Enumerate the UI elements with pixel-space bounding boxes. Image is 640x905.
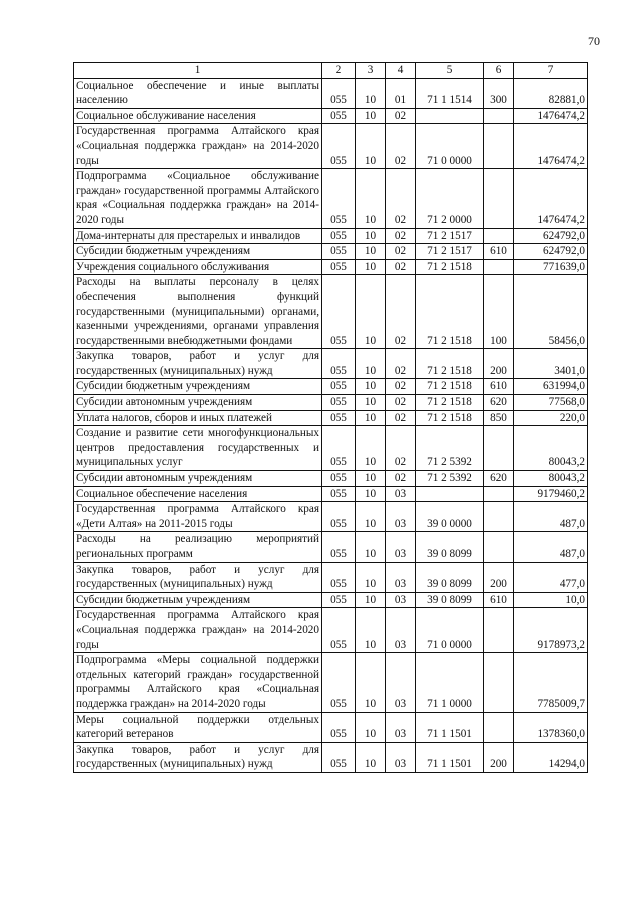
row-name: Субсидии автономным учреждениям	[74, 471, 322, 487]
row-target: 71 2 1518	[416, 410, 484, 426]
row-target: 71 2 1518	[416, 395, 484, 411]
row-target: 71 2 1517	[416, 228, 484, 244]
row-code: 055	[322, 653, 356, 712]
row-name: Дома-интернаты для престарелых и инвалидов	[74, 228, 322, 244]
row-subsection: 03	[386, 592, 416, 608]
table-row	[74, 742, 588, 772]
row-subsection: 02	[386, 379, 416, 395]
row-type	[484, 608, 514, 653]
row-name: Учреждения социального обслуживания	[74, 259, 322, 275]
row-subsection: 02	[386, 275, 416, 349]
row-type	[484, 486, 514, 502]
row-amount: 771639,0	[514, 259, 588, 275]
row-subsection: 02	[386, 426, 416, 471]
table-row	[74, 486, 588, 502]
row-name: Субсидии бюджетным учреждениям	[74, 592, 322, 608]
row-type	[484, 653, 514, 712]
row-code: 055	[322, 410, 356, 426]
row-target: 71 2 1518	[416, 349, 484, 379]
row-type: 620	[484, 471, 514, 487]
table-row	[74, 124, 588, 169]
row-amount: 9179460,2	[514, 486, 588, 502]
table-row	[74, 275, 588, 349]
row-type	[484, 259, 514, 275]
row-type: 850	[484, 410, 514, 426]
table-row	[74, 228, 588, 244]
row-subsection: 02	[386, 228, 416, 244]
row-target: 71 0 0000	[416, 124, 484, 169]
row-subsection: 03	[386, 532, 416, 562]
row-type	[484, 502, 514, 532]
row-code: 055	[322, 395, 356, 411]
row-target: 71 0 0000	[416, 608, 484, 653]
row-amount: 77568,0	[514, 395, 588, 411]
row-code: 055	[322, 275, 356, 349]
row-type: 620	[484, 395, 514, 411]
row-code: 055	[322, 228, 356, 244]
row-target: 71 1 0000	[416, 653, 484, 712]
row-section: 10	[356, 486, 386, 502]
row-name: Расходы на реализацию мероприятий региональных программ	[74, 532, 322, 562]
row-section: 10	[356, 532, 386, 562]
row-section: 10	[356, 108, 386, 124]
row-code: 055	[322, 349, 356, 379]
row-code: 055	[322, 244, 356, 260]
table-row	[74, 410, 588, 426]
row-subsection: 02	[386, 471, 416, 487]
row-name: Подпрограмма «Социальное обслуживание граждан» государственной программы Алтайского края «Социальная поддержка граждан» на 2014-2020 годы	[74, 169, 322, 228]
row-type: 300	[484, 78, 514, 108]
row-target: 39 0 8099	[416, 592, 484, 608]
row-section: 10	[356, 124, 386, 169]
row-section: 10	[356, 78, 386, 108]
row-section: 10	[356, 426, 386, 471]
row-section: 10	[356, 562, 386, 592]
table-row	[74, 395, 588, 411]
row-code: 055	[322, 532, 356, 562]
table-row	[74, 712, 588, 742]
row-section: 10	[356, 379, 386, 395]
row-target: 71 1 1501	[416, 742, 484, 772]
row-name: Субсидии бюджетным учреждениям	[74, 379, 322, 395]
row-name: Социальное обслуживание населения	[74, 108, 322, 124]
column-header: 3	[356, 63, 386, 79]
row-target	[416, 108, 484, 124]
row-section: 10	[356, 502, 386, 532]
row-amount: 624792,0	[514, 228, 588, 244]
row-code: 055	[322, 124, 356, 169]
table-row	[74, 532, 588, 562]
row-target: 39 0 0000	[416, 502, 484, 532]
row-section: 10	[356, 712, 386, 742]
row-code: 055	[322, 259, 356, 275]
table-row	[74, 592, 588, 608]
row-code: 055	[322, 78, 356, 108]
row-amount: 58456,0	[514, 275, 588, 349]
row-amount: 487,0	[514, 502, 588, 532]
row-amount: 1476474,2	[514, 169, 588, 228]
row-name: Меры социальной поддержки отдельных категорий ветеранов	[74, 712, 322, 742]
row-amount: 631994,0	[514, 379, 588, 395]
budget-table	[73, 62, 588, 773]
row-amount: 80043,2	[514, 471, 588, 487]
row-name: Уплата налогов, сборов и иных платежей	[74, 410, 322, 426]
row-name: Закупка товаров, работ и услуг для государственных (муниципальных) нужд	[74, 562, 322, 592]
table-row	[74, 471, 588, 487]
row-target: 71 2 5392	[416, 426, 484, 471]
row-subsection: 01	[386, 78, 416, 108]
row-type	[484, 169, 514, 228]
row-name: Субсидии автономным учреждениям	[74, 395, 322, 411]
table-row	[74, 608, 588, 653]
row-section: 10	[356, 592, 386, 608]
row-amount: 3401,0	[514, 349, 588, 379]
row-type	[484, 426, 514, 471]
row-code: 055	[322, 486, 356, 502]
row-amount: 1378360,0	[514, 712, 588, 742]
table-row	[74, 259, 588, 275]
table-row	[74, 502, 588, 532]
row-name: Закупка товаров, работ и услуг для государственных (муниципальных) нужд	[74, 349, 322, 379]
row-subsection: 02	[386, 259, 416, 275]
row-type: 610	[484, 244, 514, 260]
row-subsection: 03	[386, 502, 416, 532]
table-row	[74, 562, 588, 592]
column-header: 4	[386, 63, 416, 79]
row-target: 71 2 0000	[416, 169, 484, 228]
row-type	[484, 124, 514, 169]
row-amount: 487,0	[514, 532, 588, 562]
row-target: 71 2 1518	[416, 259, 484, 275]
table-header-row	[74, 63, 588, 79]
row-type: 610	[484, 592, 514, 608]
row-code: 055	[322, 471, 356, 487]
row-type: 200	[484, 742, 514, 772]
row-target	[416, 486, 484, 502]
table-row	[74, 244, 588, 260]
row-subsection: 03	[386, 486, 416, 502]
table-row	[74, 653, 588, 712]
row-target: 39 0 8099	[416, 532, 484, 562]
row-name: Государственная программа Алтайского края «Дети Алтая» на 2011-2015 годы	[74, 502, 322, 532]
row-code: 055	[322, 108, 356, 124]
row-subsection: 03	[386, 562, 416, 592]
table-row	[74, 78, 588, 108]
row-name: Социальное обеспечение и иные выплаты населению	[74, 78, 322, 108]
row-amount: 1476474,2	[514, 124, 588, 169]
row-code: 055	[322, 712, 356, 742]
column-header: 5	[416, 63, 484, 79]
row-section: 10	[356, 410, 386, 426]
row-subsection: 02	[386, 349, 416, 379]
column-header: 6	[484, 63, 514, 79]
row-section: 10	[356, 228, 386, 244]
row-code: 055	[322, 169, 356, 228]
row-code: 055	[322, 426, 356, 471]
row-subsection: 02	[386, 108, 416, 124]
table-row	[74, 379, 588, 395]
row-subsection: 02	[386, 124, 416, 169]
row-section: 10	[356, 275, 386, 349]
row-name: Закупка товаров, работ и услуг для государственных (муниципальных) нужд	[74, 742, 322, 772]
row-name: Подпрограмма «Меры социальной поддержки отдельных категорий граждан» государственной программы Алтайского края «Социальная поддержка граждан» на 2014-2020 годы	[74, 653, 322, 712]
row-code: 055	[322, 502, 356, 532]
row-type: 200	[484, 562, 514, 592]
row-type: 100	[484, 275, 514, 349]
row-name: Государственная программа Алтайского края «Социальная поддержка граждан» на 2014-2020 годы	[74, 608, 322, 653]
row-section: 10	[356, 259, 386, 275]
table-row	[74, 426, 588, 471]
row-name: Создание и развитие сети многофункциональных центров предоставления государственных и муниципальных услуг	[74, 426, 322, 471]
row-amount: 477,0	[514, 562, 588, 592]
row-subsection: 02	[386, 395, 416, 411]
table-row	[74, 349, 588, 379]
column-header: 2	[322, 63, 356, 79]
row-section: 10	[356, 395, 386, 411]
row-subsection: 03	[386, 608, 416, 653]
row-subsection: 03	[386, 712, 416, 742]
row-section: 10	[356, 244, 386, 260]
row-name: Государственная программа Алтайского края «Социальная поддержка граждан» на 2014-2020 годы	[74, 124, 322, 169]
row-subsection: 02	[386, 169, 416, 228]
row-target: 71 1 1514	[416, 78, 484, 108]
row-type	[484, 228, 514, 244]
row-subsection: 03	[386, 742, 416, 772]
table-row	[74, 169, 588, 228]
row-type: 610	[484, 379, 514, 395]
row-subsection: 03	[386, 653, 416, 712]
row-type	[484, 108, 514, 124]
row-code: 055	[322, 562, 356, 592]
row-amount: 7785009,7	[514, 653, 588, 712]
row-section: 10	[356, 608, 386, 653]
row-type	[484, 712, 514, 742]
row-section: 10	[356, 471, 386, 487]
table-body	[74, 78, 588, 772]
row-name: Субсидии бюджетным учреждениям	[74, 244, 322, 260]
row-section: 10	[356, 653, 386, 712]
row-type: 200	[484, 349, 514, 379]
page-number: 70	[588, 34, 600, 48]
row-target: 71 1 1501	[416, 712, 484, 742]
table-row	[74, 108, 588, 124]
row-section: 10	[356, 169, 386, 228]
row-amount: 9178973,2	[514, 608, 588, 653]
row-target: 71 2 1518	[416, 379, 484, 395]
row-amount: 82881,0	[514, 78, 588, 108]
row-name: Расходы на выплаты персоналу в целях обеспечения выполнения функций государственными (муниципальными) органами, казенными учреждениями, органами управления государственными внебюджетными фондами	[74, 275, 322, 349]
row-amount: 1476474,2	[514, 108, 588, 124]
column-header: 7	[514, 63, 588, 79]
column-header: 1	[74, 63, 322, 79]
row-name: Социальное обеспечение населения	[74, 486, 322, 502]
row-code: 055	[322, 379, 356, 395]
row-amount: 624792,0	[514, 244, 588, 260]
row-subsection: 02	[386, 244, 416, 260]
row-amount: 80043,2	[514, 426, 588, 471]
row-code: 055	[322, 592, 356, 608]
row-amount: 14294,0	[514, 742, 588, 772]
row-amount: 220,0	[514, 410, 588, 426]
row-section: 10	[356, 349, 386, 379]
row-target: 39 0 8099	[416, 562, 484, 592]
row-target: 71 2 1517	[416, 244, 484, 260]
row-target: 71 2 5392	[416, 471, 484, 487]
row-subsection: 02	[386, 410, 416, 426]
row-target: 71 2 1518	[416, 275, 484, 349]
row-section: 10	[356, 742, 386, 772]
row-code: 055	[322, 608, 356, 653]
row-code: 055	[322, 742, 356, 772]
row-type	[484, 532, 514, 562]
row-amount: 10,0	[514, 592, 588, 608]
